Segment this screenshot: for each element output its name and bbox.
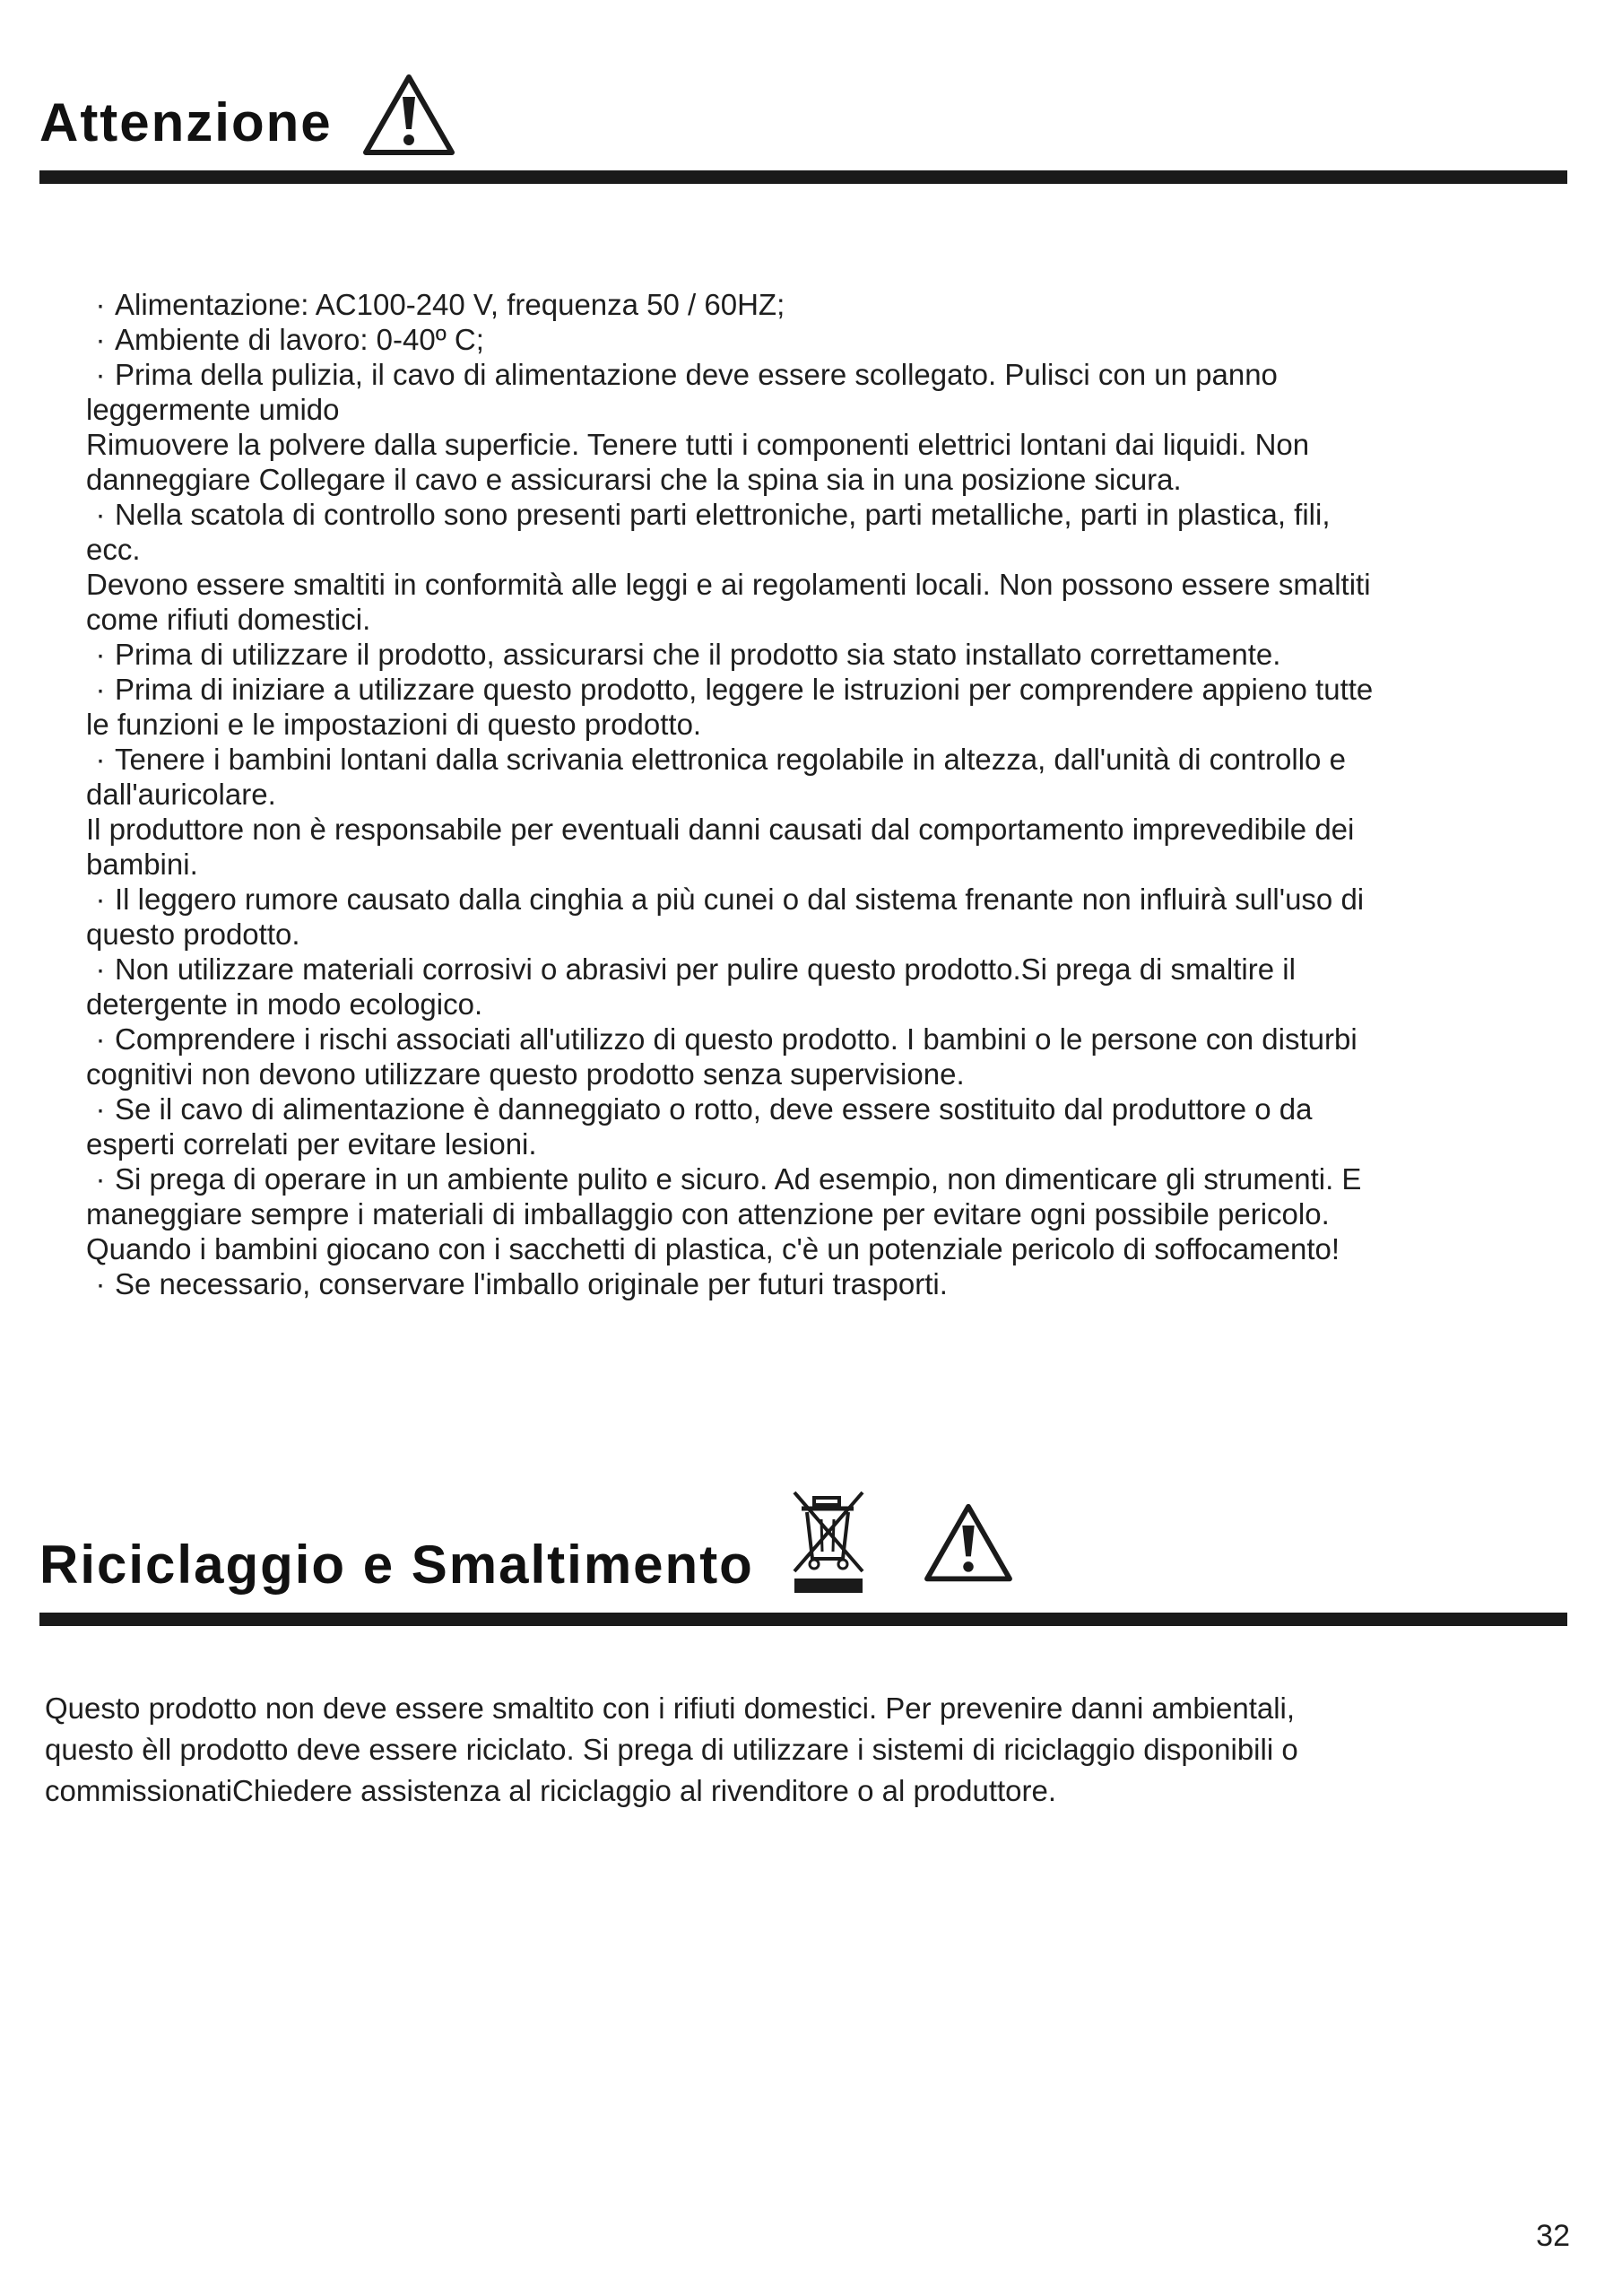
line-text: Il produttore non è responsabile per eventuali danni causati dal comportamento imprevedibile dei	[86, 813, 1355, 846]
bullet-item	[86, 672, 1557, 707]
continuation-line	[86, 1126, 1557, 1161]
line-text: dall'auricolare.	[86, 778, 276, 811]
bullet-item	[86, 1161, 1557, 1196]
paragraph-line: questo èll prodotto deve essere riciclato. Si prega di utilizzare i sistemi di riciclaggio disponibili o	[45, 1733, 1298, 1766]
line-text: Comprendere i rischi associati all'utilizzo di questo prodotto. I bambini o le persone con disturbi	[115, 1022, 1357, 1056]
bullet-item	[86, 1266, 1557, 1301]
bullet-item	[86, 322, 1557, 357]
line-text: Quando i bambini giocano con i sacchetti di plastica, c'è un potenziale pericolo di soffocamento!	[86, 1232, 1340, 1265]
bullet-dot-icon: ·	[95, 883, 106, 916]
line-text: maneggiare sempre i materiali di imballaggio con attenzione per evitare ogni possibile pericolo.	[86, 1197, 1330, 1231]
line-text: Alimentazione: AC100-240 V, frequenza 50 / 60HZ;	[115, 288, 785, 321]
line-text: Prima della pulizia, il cavo di alimentazione deve essere scollegato. Pulisci con un panno	[115, 358, 1278, 391]
line-text: bambini.	[86, 848, 198, 881]
bullet-dot-icon: ·	[95, 1267, 106, 1300]
continuation-line	[86, 567, 1557, 602]
line-text: ecc.	[86, 533, 141, 566]
bullet-item	[86, 1091, 1557, 1126]
bullet-item	[86, 287, 1557, 322]
continuation-line	[86, 462, 1557, 497]
line-text: leggermente umido	[86, 393, 340, 426]
attenzione-header	[39, 72, 1567, 188]
bullet-item	[86, 952, 1557, 987]
continuation-line	[86, 847, 1557, 882]
continuation-line	[86, 1231, 1557, 1266]
line-text: le funzioni e le impostazioni di questo prodotto.	[86, 708, 702, 741]
line-text: Se il cavo di alimentazione è danneggiato o rotto, deve essere sostituito dal produttore o da	[115, 1092, 1313, 1126]
riciclaggio-paragraph	[45, 1688, 1560, 1812]
bullet-dot-icon: ·	[95, 498, 106, 531]
line-text: esperti correlati per evitare lesioni.	[86, 1127, 537, 1161]
line-text: questo prodotto.	[86, 918, 300, 951]
bullet-dot-icon: ·	[95, 952, 106, 986]
continuation-line	[86, 812, 1557, 847]
warning-triangle-icon	[360, 72, 457, 160]
bullet-item	[86, 497, 1557, 532]
line-text: detergente in modo ecologico.	[86, 987, 483, 1021]
line-text: Nella scatola di controllo sono presenti parti elettroniche, parti metalliche, parti in plastica, fili,	[115, 498, 1331, 531]
bullet-dot-icon: ·	[95, 288, 106, 321]
bullet-dot-icon: ·	[95, 1162, 106, 1196]
bullet-dot-icon: ·	[95, 743, 106, 776]
bullet-item	[86, 1022, 1557, 1057]
line-text: Tenere i bambini lontani dalla scrivania elettronica regolabile in altezza, dall'unità di controllo e	[115, 743, 1346, 776]
continuation-line	[86, 602, 1557, 637]
continuation-line	[86, 917, 1557, 952]
riciclaggio-divider	[39, 1613, 1567, 1626]
attenzione-divider	[39, 170, 1567, 184]
bullet-dot-icon: ·	[95, 638, 106, 671]
bullet-item	[86, 357, 1557, 392]
line-text: Prima di utilizzare il prodotto, assicurarsi che il prodotto sia stato installato correttamente.	[115, 638, 1281, 671]
continuation-line	[86, 1196, 1557, 1231]
warning-triangle-icon	[922, 1501, 1015, 1586]
paragraph-line: commissionatiChiedere assistenza al riciclaggio al rivenditore o al produttore.	[45, 1774, 1057, 1807]
paragraph-line: Questo prodotto non deve essere smaltito con i rifiuti domestici. Per prevenire danni ambientali,	[45, 1692, 1296, 1725]
continuation-line	[86, 777, 1557, 812]
line-text: Prima di iniziare a utilizzare questo prodotto, leggere le istruzioni per comprendere appieno tutte	[115, 673, 1374, 706]
line-text: Ambiente di lavoro: 0-40º C;	[115, 323, 484, 356]
attenzione-title: Attenzione	[39, 92, 333, 152]
bullet-dot-icon: ·	[95, 673, 106, 706]
page-number: 32	[1536, 2219, 1570, 2253]
bullet-dot-icon: ·	[95, 1092, 106, 1126]
bullet-item	[86, 637, 1557, 672]
line-text: Se necessario, conservare l'imballo originale per futuri trasporti.	[115, 1267, 948, 1300]
crossed-bin-icon	[787, 1489, 868, 1595]
continuation-line	[86, 427, 1557, 462]
line-text: cognitivi non devono utilizzare questo prodotto senza supervisione.	[86, 1057, 965, 1091]
bullet-item	[86, 882, 1557, 917]
riciclaggio-header	[39, 1489, 1567, 1632]
continuation-line	[86, 707, 1557, 742]
continuation-line	[86, 532, 1557, 567]
continuation-line	[86, 987, 1557, 1022]
continuation-line	[86, 1057, 1557, 1091]
line-text: Il leggero rumore causato dalla cinghia a più cunei o dal sistema frenante non influirà sull'uso di	[115, 883, 1365, 916]
line-text: come rifiuti domestici.	[86, 603, 371, 636]
riciclaggio-title: Riciclaggio e Smaltimento	[39, 1535, 754, 1595]
line-text: Rimuovere la polvere dalla superficie. Tenere tutti i componenti elettrici lontani dai liquidi. Non	[86, 428, 1310, 461]
bullet-dot-icon: ·	[95, 323, 106, 356]
attenzione-notes	[86, 287, 1557, 1301]
line-text: Non utilizzare materiali corrosivi o abrasivi per pulire questo prodotto.Si prega di smaltire il	[115, 952, 1296, 986]
line-text: danneggiare Collegare il cavo e assicurarsi che la spina sia in una posizione sicura.	[86, 463, 1182, 496]
bullet-dot-icon: ·	[95, 1022, 106, 1056]
bullet-item	[86, 742, 1557, 777]
line-text: Si prega di operare in un ambiente pulito e sicuro. Ad esempio, non dimenticare gli strumenti. E	[115, 1162, 1362, 1196]
bullet-dot-icon: ·	[95, 358, 106, 391]
continuation-line	[86, 392, 1557, 427]
line-text: Devono essere smaltiti in conformità alle leggi e ai regolamenti locali. Non possono essere smaltiti	[86, 568, 1371, 601]
